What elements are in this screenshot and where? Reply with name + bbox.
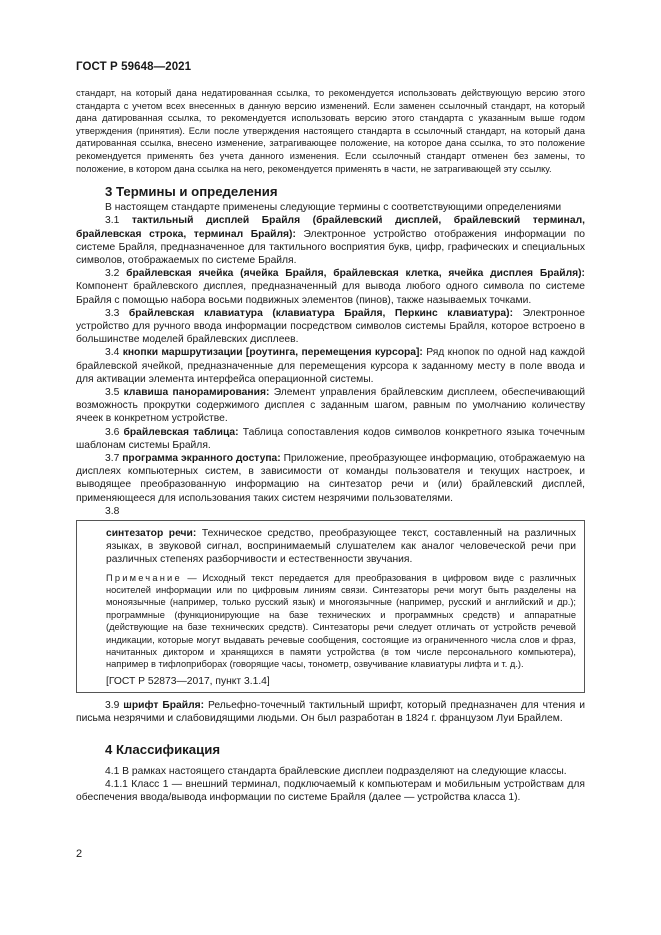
terms-list [76, 214, 585, 504]
section-3-lead: В настоящем стандарте применены следующие термины с соответствующими определениями [105, 202, 562, 214]
term-label: брайлевская клавиатура (клавиатура Брайля, Перкинс клавиатура): [128, 307, 514, 319]
note-label: Примечание [106, 572, 182, 583]
term-label: клавиша панорамирования: [123, 387, 270, 398]
page-number: 2 [76, 848, 83, 860]
term-number: 3.1 [105, 215, 120, 227]
term-definition: Ряд кнопок по одной над каждой брайлевской ячейкой, предназначенные для перемещения курсора к заданному месту в поле ввода и для активации элемента интерфейса операционной системы. [76, 347, 585, 385]
term-3-9-number: 3.9 [105, 700, 120, 712]
term-definition: Компонент брайлевского дисплея, предназначенный для вывода любого одного символа по системе Брайля с помощью набора восьми подвижных элементов (пинов), также называемых точками. [76, 281, 585, 306]
term-3-9 [76, 699, 585, 725]
term-3-8-reference: [ГОСТ Р 52873—2017, пункт 3.1.4] [106, 675, 270, 687]
term-definition: Элемент управления брайлевским дисплеем, обеспечивающий возможность прокрутки содержимого дисплея с заданным шагом, равным по умолчанию количеству ячеек в конкретном устройстве. [76, 387, 585, 425]
section-3-body [76, 201, 585, 725]
term-3-8-def-text: Техническое средство, преобразующее текст, составленный на различных языках, в звуковой сигнал, воспринимаемый слушателем как аналог человеческой речи при различных степенях разборчивости и естественности звучания. [106, 528, 576, 566]
section-4-p1: 4.1 В рамках настоящего стандарта брайлевские дисплеи подразделяют на следующие классы. [105, 765, 567, 777]
term-item [76, 307, 585, 347]
term-3-8-term: синтезатор речи: [106, 528, 197, 540]
term-definition: Электронное устройство отображения информации по системе Брайля, предназначенное для тактильного восприятия букв, цифр, графических и специальных символов, отображаемых по системе Брайля. [76, 228, 585, 266]
section-4-body [76, 765, 585, 805]
section-4-p2: 4.1.1 Класс 1 — внешний терминал, подключаемый к компьютерам и мобильным устройствам для обеспечения ввода/вывода информации по системе Брайля (далее — устройства класса 1). [76, 778, 585, 803]
term-3-9-term: шрифт Брайля: [123, 700, 205, 712]
term-number: 3.4 [105, 347, 120, 359]
term-label: брайлевская таблица: [123, 426, 239, 438]
term-3-9-def: Рельефно-точечный тактильный шрифт, который предназначен для чтения и письма незрячими и слабовидящими людьми. Он был разработан в 1824 г. французом Луи Брайлем. [76, 700, 585, 725]
term-number: 3.6 [105, 426, 120, 438]
term-3-8-definition [106, 527, 576, 567]
term-label: брайлевская ячейка (ячейка Брайля, брайлевская клетка, ячейка дисплея Брайля): [126, 268, 585, 280]
term-definition: Электронное устройство для ручного ввода информации посредством символов системы Брайля, которое встроено в большинстве моделей брайлевских дисплеев. [76, 307, 585, 346]
intro-paragraph: стандарт, на который дана недатированная ссылка, то рекомендуется использовать действующую версию этого стандарта с учетом всех внесенных в данную версию изменений. Если заменен ссылочный стандарт, на который дана датированная ссылка, то рекомендуется использовать версию этого стандарта с указанным выше годом утверждения (принятия). Если после утверждения настоящего стандарта в ссылочный стандарт, на который дана датированная ссылка, внесено изменение, затрагивающее положение, на которое дана ссылка, то это положение рекомендуется применять без учета данного изменения. Если ссылочный стандарт отменен без замены, то положение, в котором дана ссылка на него, рекомендуется применять в части, не затрагивающей эту ссылку. [76, 88, 585, 174]
term-number: 3.5 [105, 387, 120, 398]
intro-block [76, 87, 585, 175]
term-label: тактильный дисплей Брайля (брайлевский дисплей, брайлевский терминал, брайлевская строка, терминал Брайля): [76, 215, 585, 240]
term-item [76, 426, 585, 452]
term-number: 3.2 [105, 268, 120, 280]
term-item [76, 267, 585, 307]
term-item [76, 214, 585, 267]
term-3-8-note [106, 572, 576, 671]
term-item [76, 386, 585, 426]
note-text: — Исходный текст передается для преобразования в цифровом виде с различных носителей информации или по цифровым линиям связи. Синтезаторы речи могут быть разделены на моноязычные (например, только русский язык) и многоязычные (например, русский и английский и др.); программные (функционирующие на базе технических и программных средств) и аппаратные (действующие на базе технических средств). Синтезаторы речи следует отличать от устройств речевой индикации, которые могут выдавать речевые сообщения, состоящие из ограниченного числа слов и фраз, начитанных диктором и хранящихся в памяти устройства (в том числе персонального компьютера), например в тифлоприборах (говорящие часы, тонометр, озвучивание клавиатуры лифта и т. д.). [106, 572, 576, 670]
page-content [76, 87, 585, 804]
term-definition: Приложение, преобразующее информацию, отображаемую на дисплеях компьютерных систем, в зависимости от команды пользователя и текущих настроек, и выводящее преобразованную информацию на синтезатор речи и (или) брайлевский дисплей, применяющееся для использования таких систем незрячими пользователями. [76, 453, 585, 504]
term-3-8-number: 3.8 [105, 505, 120, 517]
term-number: 3.3 [105, 307, 120, 319]
document-header: ГОСТ Р 59648—2021 [76, 61, 192, 73]
term-definition: Таблица сопоставления кодов символов конкретного языка точечным шаблонам системы Брайля. [76, 426, 585, 451]
section-3-title: 3 Термины и определения [105, 184, 278, 200]
section-4-title: 4 Классификация [105, 741, 221, 757]
term-item [76, 346, 585, 386]
term-label: программа экранного доступа: [122, 453, 281, 465]
term-item [76, 452, 585, 505]
term-3-8-box [76, 520, 585, 693]
term-number: 3.7 [105, 453, 120, 465]
term-label: кнопки маршрутизации [роутинга, перемещения курсора]: [122, 347, 423, 359]
